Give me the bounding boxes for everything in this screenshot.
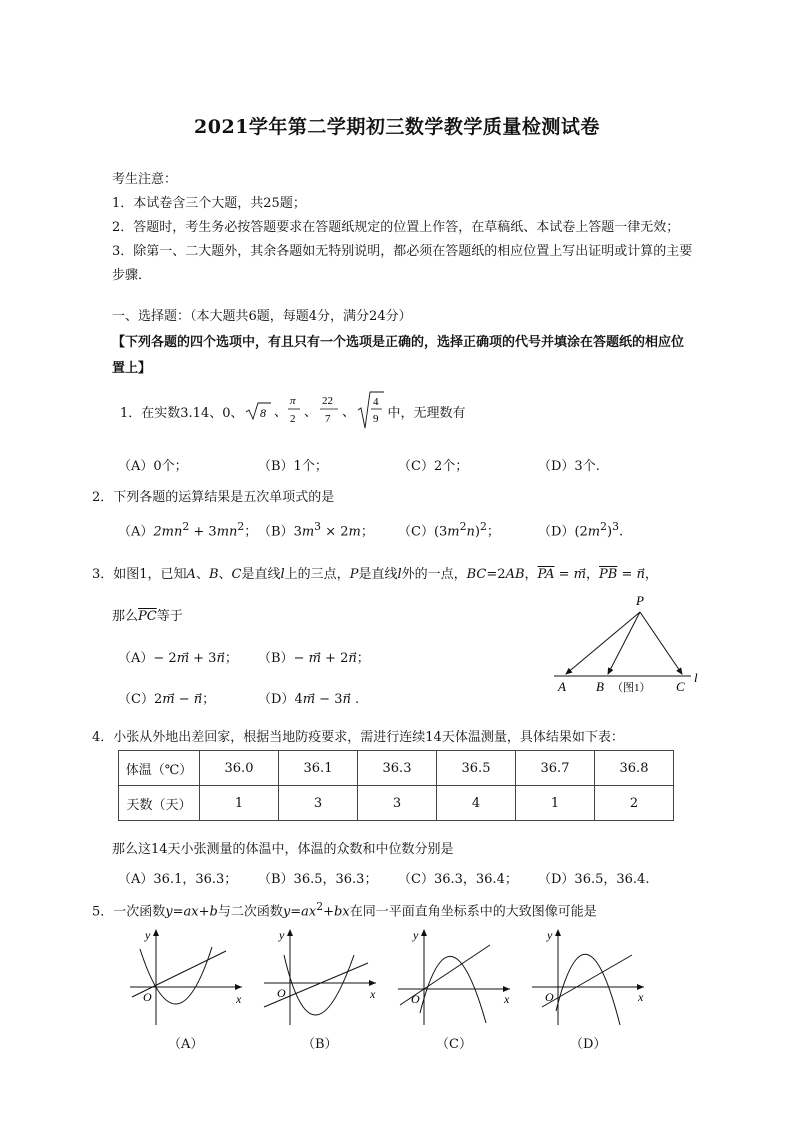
svg-text:y: y [413,928,419,942]
notice-item-2: 2．答题时，考生务必按答题要求在答题纸规定的位置上作答，在草稿纸、本试卷上答题一律无效； [112,220,680,235]
notice-heading: 考生注意： [112,172,178,187]
notice-item-3-cont: 步骤． [112,268,152,283]
label-p: P [636,593,644,608]
question-1 [120,395,466,425]
label-c: C [676,679,685,694]
table-row: 体温（℃） 36.0 36.1 36.3 36.5 36.7 36.8 [119,751,674,786]
q3-option-c[interactable]: （C）2m⃗ − n⃗； [118,692,216,707]
q4-option-d[interactable]: （D）36.5，36.4. [538,872,650,887]
svg-text:π: π [289,395,296,407]
section-heading: 一、选择题：（本大题共6题，每题4分，满分24分） [112,309,412,324]
svg-text:8: 8 [259,406,266,420]
q4-option-b[interactable]: （B）36.5，36.3； [258,872,378,887]
q3-option-a[interactable]: （A）− 2m⃗ + 3n⃗； [118,651,238,666]
temperature-table [118,750,674,821]
svg-text:9: 9 [372,413,378,425]
q2-option-d[interactable]: $(D)(2m^2)^3$. [538,520,624,540]
svg-text:2: 2 [289,413,295,425]
graph-d[interactable] [528,925,652,1030]
vector-pc [640,612,682,674]
section-instruction: 【下列各题的四个选项中，有且只有一个选项是正确的，选择正确项的代号并填涂在答题纸的相应位 [112,335,685,350]
svg-text:4: 4 [372,396,378,408]
svg-text:y: y [547,928,553,942]
q2-option-b[interactable]: $(B)3m^3 \times 2m$； [258,520,374,540]
table-header: 天数（天） [119,786,200,821]
q1-option-c[interactable]: （C）2个； [398,459,469,474]
q1-option-d[interactable]: （D）3个. [538,459,600,474]
q1-prefix: 1．在实数3.14、0、 [120,405,244,421]
page-title: 2021学年第二学期初三数学教学质量检测试卷 [194,116,600,138]
svg-text:y: y [279,928,285,942]
svg-text:O: O [411,992,420,1006]
graph-c[interactable] [394,925,518,1030]
q2-option-a[interactable]: $(A)2mn^2 + 3mn^2$； [118,520,258,540]
table-row: 天数（天） 1 3 3 4 1 2 [119,786,674,821]
svg-text:、: 、 [303,404,317,419]
label-l: l [694,670,698,685]
svg-text:、: 、 [273,404,287,419]
q1-option-a[interactable]: （A）0个； [118,459,188,474]
svg-text:、: 、 [341,404,355,419]
notice-item-1: 1．本试卷含三个大题，共25题； [112,196,306,211]
q3-option-b[interactable]: （B）− m⃗ + 2n⃗； [258,651,370,666]
q3-line2: 那么$\overline{PC}$等于 [112,609,183,624]
graph-a[interactable] [126,925,250,1030]
question-3: 3．如图1，已知A、B、C是直线l上的三点，P是直线l外的一点，BC=2AB，$\overline{PA}$ = m⃗，$\overline{PB}$ = n⃗， [92,567,658,582]
section-instruction-cont: 置上】 [112,361,152,376]
vector-pa [566,612,640,674]
figure-1 [546,590,716,700]
q4-option-a[interactable]: （A）36.1，36.3； [118,872,238,887]
graph-a-caption: （A） [168,1037,204,1052]
svg-text:O: O [277,986,286,1000]
question-4: 4．小张从外地出差回家，根据当地防疫要求，需进行连续14天体温测量，具体结果如下表： [92,730,624,745]
table-header: 体温（℃） [119,751,200,786]
svg-text:x: x [504,992,510,1006]
question-5: 5．一次函数y=ax+b与二次函数$y=ax^2+bx$在同一平面直角坐标系中的大致图像可能是 [92,900,597,920]
q2-option-c[interactable]: $(C)(3m^2n)^2$； [398,520,500,540]
notice-item-3: 3．除第一、二大题外，其余各题如无特别说明，都必须在答题纸的相应位置上写出证明或计算的主要 [112,244,693,259]
q3-option-d[interactable]: （D）4m⃗ − 3n⃗ . [258,692,360,707]
graph-b[interactable] [260,925,384,1030]
svg-text:x: x [236,992,242,1006]
graph-d-caption: （D） [570,1037,607,1052]
graph-c-caption: （C） [436,1037,472,1052]
figure-caption: （图1） [612,682,651,694]
question-2: 2．下列各题的运算结果是五次单项式的是 [92,490,335,505]
graph-b-caption: （B） [302,1037,338,1052]
svg-text:x: x [370,987,376,1001]
svg-text:O: O [143,990,152,1004]
q4-option-c[interactable]: （C）36.3，36.4； [398,872,518,887]
q4-question: 那么这14天小张测量的体温中，体温的众数和中位数分别是 [112,842,454,857]
vector-pb [608,612,640,674]
svg-text:7: 7 [324,413,330,425]
label-a: A [558,679,566,694]
svg-text:O: O [545,990,554,1004]
svg-text:y: y [145,928,151,942]
svg-text:x: x [638,990,644,1004]
q1-suffix: 中，无理数有 [387,405,466,421]
svg-text:22: 22 [321,395,333,407]
label-b: B [596,679,604,694]
q1-option-b[interactable]: （B）1个； [258,459,328,474]
